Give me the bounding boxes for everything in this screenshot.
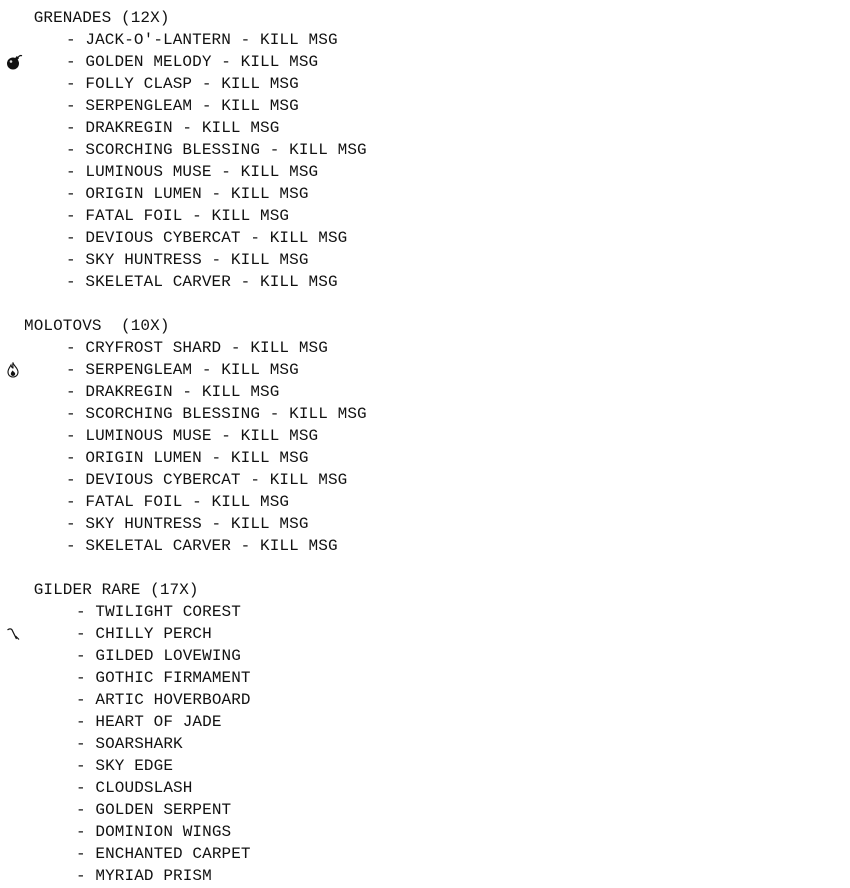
list-item: - DRAKREGIN - KILL MSG [66,119,280,137]
list-item: - SERPENGLEAM - KILL MSG [66,361,299,379]
bomb-icon [6,7,24,29]
list-item: - FATAL FOIL - KILL MSG [66,207,290,225]
section-glider [6,579,846,887]
list-item: - ORIGIN LUMEN - KILL MSG [66,449,309,467]
list-item: - GILDED LOVEWING [76,647,241,665]
list-item: - DOMINION WINGS [76,823,232,841]
list-item: - DRAKREGIN - KILL MSG [66,383,280,401]
list-item: - JACK-O'-LANTERN - KILL MSG [66,31,338,49]
section-grenades [6,7,846,293]
list-item: - SKY HUNTRESS - KILL MSG [66,515,309,533]
list-item: - GOTHIC FIRMAMENT [76,669,251,687]
list-item: - MYRIAD PRISM [76,867,212,885]
list-item: - SKY HUNTRESS - KILL MSG [66,251,309,269]
list-item: - CLOUDSLASH [76,779,193,797]
list-item: - DEVIOUS CYBERCAT - KILL MSG [66,229,348,247]
list-item: - SKELETAL CARVER - KILL MSG [66,273,338,291]
list-item: - FATAL FOIL - KILL MSG [66,493,290,511]
flame-icon [6,315,24,337]
section-header [6,579,846,601]
list-item: - HEART OF JADE [76,713,222,731]
list-item: - SOARSHARK [76,735,183,753]
glider-icon [6,579,24,601]
list-item: - SKELETAL CARVER - KILL MSG [66,537,338,555]
list-item: - SCORCHING BLESSING - KILL MSG [66,141,367,159]
list-item: - CRYFROST SHARD - KILL MSG [66,339,328,357]
list-item: - DEVIOUS CYBERCAT - KILL MSG [66,471,348,489]
list-item: - SCORCHING BLESSING - KILL MSG [66,405,367,423]
list-item: - LUMINOUS MUSE - KILL MSG [66,427,319,445]
list-item: - GOLDEN MELODY - KILL MSG [66,53,319,71]
list-item: - LUMINOUS MUSE - KILL MSG [66,163,319,181]
section-title: GILDER RARE (17X) [24,581,199,599]
list-item: - FOLLY CLASP - KILL MSG [66,75,299,93]
list-item: - ORIGIN LUMEN - KILL MSG [66,185,309,203]
section-title: MOLOTOVS (10X) [24,317,170,335]
section-header [6,315,846,337]
section-molotovs [6,315,846,557]
document [6,7,846,887]
section-title: GRENADES (12X) [24,9,170,27]
list-item: - TWILIGHT COREST [76,603,241,621]
list-item: - SKY EDGE [76,757,174,775]
list-item: - ARTIC HOVERBOARD [76,691,251,709]
section-header [6,7,846,29]
list-item: - SERPENGLEAM - KILL MSG [66,97,299,115]
list-item: - GOLDEN SERPENT [76,801,232,819]
list-item: - ENCHANTED CARPET [76,845,251,863]
list-item: - CHILLY PERCH [76,625,212,643]
